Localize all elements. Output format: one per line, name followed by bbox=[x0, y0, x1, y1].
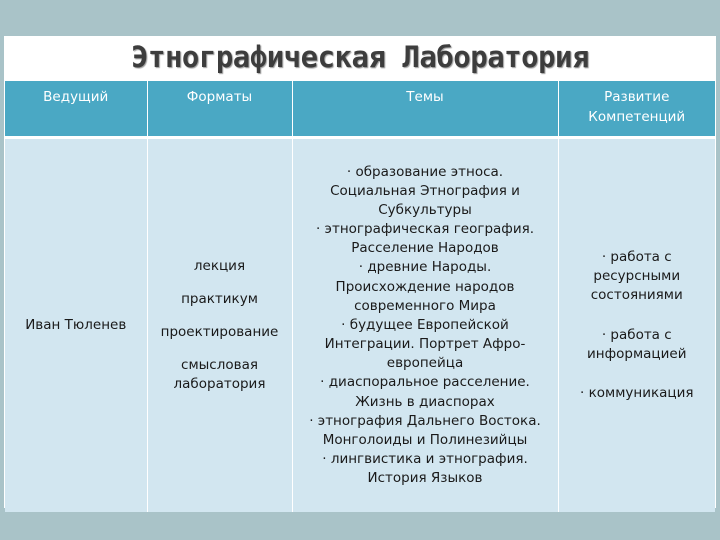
format-item: лекция bbox=[193, 257, 246, 274]
competency-item: · работа с информацией bbox=[587, 326, 687, 362]
host-cell bbox=[5, 138, 147, 513]
bottom-band bbox=[0, 508, 720, 540]
header-themes: Темы bbox=[292, 81, 558, 138]
theme-line: · лингвистика и этнография. bbox=[322, 451, 528, 468]
competencies-cell bbox=[558, 138, 715, 513]
header-formats: Форматы bbox=[147, 81, 292, 138]
theme-line: · образование этноса. bbox=[346, 163, 504, 180]
theme-line: Монголоиды и Полинезийцы bbox=[322, 431, 528, 448]
theme-line: · этнографическая география. bbox=[315, 221, 535, 238]
themes-cell bbox=[292, 138, 558, 513]
competency-item: · работа с ресурсными состояниями bbox=[590, 249, 683, 304]
theme-line: · древние Народы. bbox=[358, 259, 492, 276]
competency-item: · коммуникация bbox=[580, 384, 694, 401]
table-row bbox=[5, 138, 715, 513]
theme-line: · этнография Дальнего Востока. bbox=[309, 412, 541, 429]
theme-line: европейца bbox=[386, 355, 464, 372]
theme-line: современного Мира bbox=[354, 297, 496, 314]
header-host: Ведущий bbox=[5, 81, 147, 138]
theme-line: Жизнь в диаспорах bbox=[355, 393, 495, 410]
theme-line: Расселение Народов bbox=[351, 240, 499, 257]
theme-line: Субкультуры bbox=[378, 201, 472, 218]
format-item: проектирование bbox=[160, 323, 279, 340]
format-item: смысловая лаборатория bbox=[173, 357, 266, 393]
top-band bbox=[0, 0, 720, 36]
program-table bbox=[5, 81, 715, 512]
right-edge bbox=[716, 36, 720, 508]
theme-line: Социальная Этнография и bbox=[330, 182, 520, 199]
page-title: Этнографическая Лаборатория bbox=[131, 40, 589, 74]
host-name: Иван Тюленев bbox=[25, 316, 127, 333]
header-row bbox=[5, 81, 715, 138]
theme-line: · диаспоральное расселение. bbox=[320, 374, 530, 391]
theme-line: · будущее Европейской bbox=[341, 316, 509, 333]
format-item: практикум bbox=[181, 290, 258, 307]
theme-line: Интеграции. Портрет Афро- bbox=[324, 336, 526, 353]
header-competencies: Развитие Компетенций bbox=[558, 81, 715, 138]
left-edge bbox=[0, 36, 4, 508]
theme-line: Происхождение народов bbox=[335, 278, 515, 295]
theme-line: История Языков bbox=[367, 470, 483, 487]
formats-cell bbox=[147, 138, 292, 513]
